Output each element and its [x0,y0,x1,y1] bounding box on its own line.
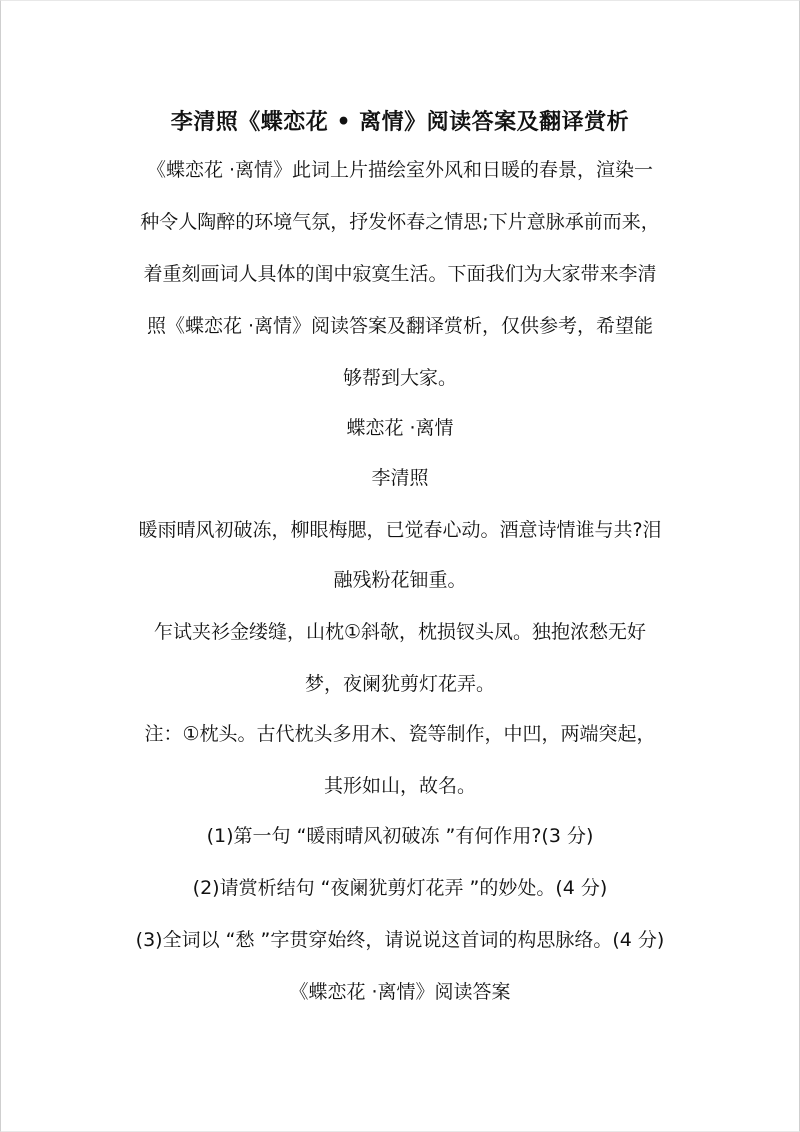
poem-stanza1-line-1: 暖雨晴风初破冻，柳眼梅腮，已觉春心动。酒意诗情谁与共?泪 [138,519,662,541]
intro-line-4: 照《蝶恋花 ·离情》阅读答案及翻译赏析，仅供参考，希望能 [146,315,654,337]
question-1: (1)第一句 “暖雨晴风初破冻 ”有何作用?(3 分) [206,825,594,847]
poem-title: 蝶恋花 ·离情 [346,417,454,439]
document-title: 李清照《蝶恋花 • 离情》阅读答案及翻译赏析 [170,109,630,135]
intro-line-5: 够帮到大家。 [342,367,457,389]
poem-stanza1-line-2: 融残粉花钿重。 [333,569,467,591]
intro-line-2: 种令人陶醉的环境气氛，抒发怀春之情思;下片意脉承前而来， [140,211,660,233]
intro-line-3: 着重刻画词人具体的闺中寂寞生活。下面我们为大家带来李清 [143,263,657,285]
poem-stanza2-line-1: 乍试夹衫金缕缝，山枕①斜欹，枕损钗头凤。独抱浓愁无好 [153,621,647,643]
poem-stanza2-line-2: 梦，夜阑犹剪灯花弄。 [304,673,495,695]
answer-heading: 《蝶恋花 ·离情》阅读答案 [289,981,511,1003]
note-line-2: 其形如山，故名。 [323,775,476,797]
question-2: (2)请赏析结句 “夜阑犹剪灯花弄 ”的妙处。(4 分) [192,877,608,899]
intro-line-1: 《蝶恋花 ·离情》此词上片描绘室外风和日暖的春景，渲染一 [146,159,654,181]
poem-author: 李清照 [371,467,429,489]
note-line-1: 注：①枕头。古代枕头多用木、瓷等制作，中凹，两端突起， [144,723,656,745]
question-3: (3)全词以 “愁 ”字贯穿始终，请说说这首词的构思脉络。(4 分) [135,929,665,951]
